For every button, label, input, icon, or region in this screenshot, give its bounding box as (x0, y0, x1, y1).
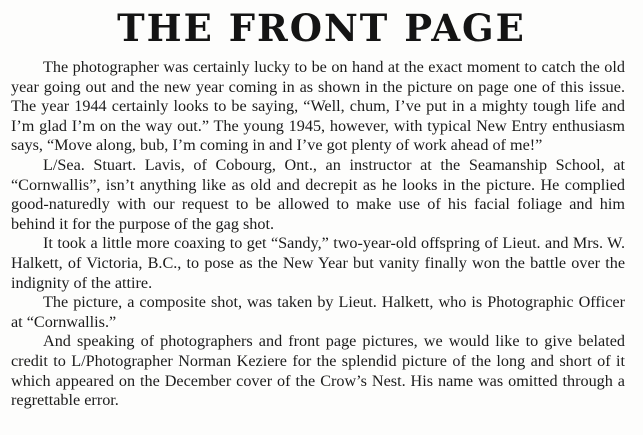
article-paragraph-1: The photographer was certainly lucky to be on hand at the exact moment to catch the old year going out and the new year coming in as shown in the picture on page one of this issue. The year 1944 certainly looks to be saying, “Well, chum, I’ve put in a mighty tough life and I’m glad I’m on the way out.” The young 1945, however, with typical New Entry enthusiasm says, “Move along, bub, I’m coming in and I’ve got plenty of work ahead of me!” (11, 58, 625, 155)
article-paragraph-5: And speaking of photographers and front page pictures, we would like to give belated credit to L/Photographer Norman Keziere for the splendid picture of the long and short of it which appeared on the December cover of the Crow’s Nest. His name was omitted through a regrettable error. (11, 332, 625, 410)
article-paragraph-3: It took a little more coaxing to get “Sandy,” two-year-old offspring of Lieut. and Mrs. W. Halkett, of Victoria, B.C., to pose as the New Year but vanity finally won the battle over the indignity of the attire. (11, 234, 625, 292)
article-paragraph-4: The picture, a composite shot, was taken by Lieut. Halkett, who is Photographic Officer at “Cornwallis.” (11, 293, 625, 331)
article-paragraph-2: L/Sea. Stuart. Lavis, of Cobourg, Ont., an instructor at the Seamanship School, at “Cornwallis”, isn’t anything like as old and decrepit as he looks in the picture. He complied good-naturedly with our request to be allowed to make use of his facial foliage and him behind it for the purpose of the gag shot. (11, 155, 625, 233)
page-title: THE FRONT PAGE (117, 6, 526, 50)
article-body (11, 58, 625, 411)
